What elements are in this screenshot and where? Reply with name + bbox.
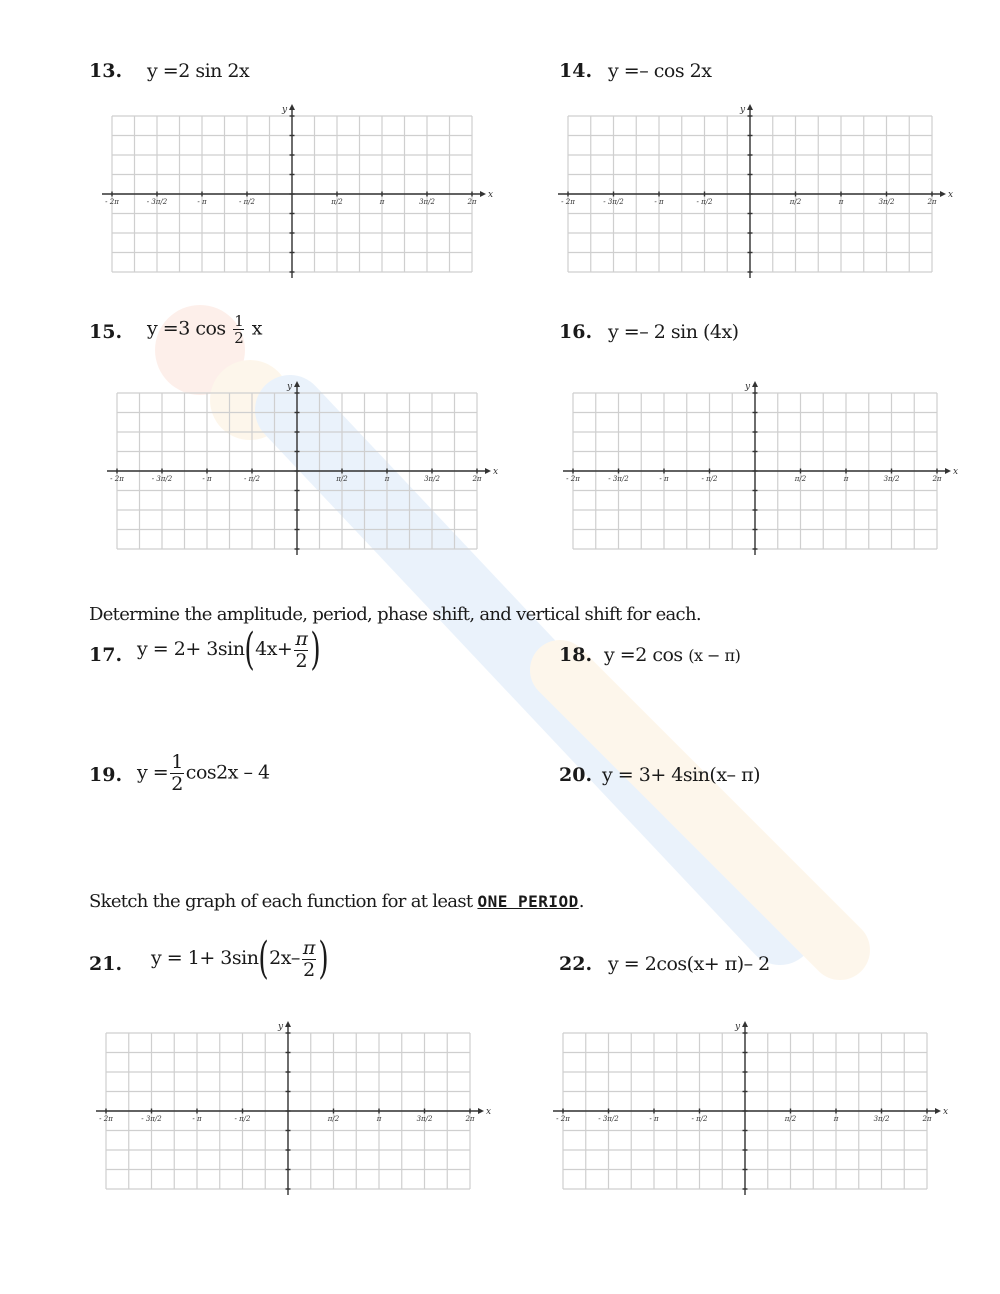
x-tick-label: - 3π/2 [151, 475, 173, 483]
x-axis-arrow [940, 191, 946, 197]
grid-problem-16[interactable] [559, 379, 963, 563]
x-axis-arrow [945, 468, 951, 474]
instruction-sketch [89, 891, 584, 912]
x-tick-label: 2π [472, 475, 482, 483]
grid-problem-15[interactable] [103, 379, 503, 563]
x-tick-label: - π [197, 198, 207, 206]
problem-15-equation [147, 313, 262, 346]
problem-14-number: 14. [559, 60, 593, 82]
frac-denominator: 2 [295, 649, 308, 672]
left-paren: ( [258, 933, 269, 984]
x-tick-label: - π/2 [243, 475, 261, 483]
y-axis-label: y [278, 1022, 284, 1032]
problem-14-equation: y =– cos 2x [608, 60, 712, 82]
x-tick-label: π [376, 1115, 382, 1123]
eq-inner: 2x– [269, 947, 300, 969]
instruction-period: . [578, 891, 584, 912]
x-tick-label: - π/2 [691, 1115, 708, 1123]
grid-problem-13[interactable] [98, 102, 498, 286]
frac-denominator: 2 [234, 329, 244, 347]
instruction-sketch-text: Sketch the graph of each function for at least [89, 891, 478, 912]
frac-numerator: 1 [171, 751, 183, 773]
problem-17-equation [137, 624, 321, 675]
eq-prefix: y = 2+ 3sin [137, 638, 245, 660]
problem-18-number: 18. [559, 644, 593, 666]
x-tick-label: - π/2 [701, 475, 718, 483]
x-tick-label: - 2π [105, 198, 119, 206]
x-tick-label: - π/2 [696, 198, 713, 206]
x-tick-label: - π/2 [238, 198, 256, 206]
x-tick-label: - π [654, 198, 664, 206]
eq-suffix: x [251, 317, 263, 340]
x-tick-label: π [833, 1115, 839, 1123]
x-tick-label: 2π [927, 198, 937, 206]
eq-suffix: cos2x – 4 [185, 761, 270, 784]
eq-prefix: y = 1+ 3sin [151, 947, 259, 969]
x-tick-label: - 3π/2 [603, 198, 624, 206]
frac-denominator: 2 [171, 773, 183, 795]
x-tick-label: - 3π/2 [608, 475, 629, 483]
x-tick-label: π [379, 198, 385, 206]
x-axis-arrow [935, 1108, 941, 1114]
problem-22-number: 22. [559, 953, 593, 975]
x-tick-label: π/2 [336, 475, 348, 483]
eq-inner: 4x+ [255, 638, 293, 660]
x-tick-label: - 2π [566, 475, 580, 483]
problem-13-number: 13. [89, 60, 123, 82]
y-axis-label: y [735, 1022, 741, 1032]
right-paren: ) [318, 933, 329, 984]
x-tick-label: π [838, 198, 844, 206]
grid-problem-14[interactable] [554, 102, 958, 286]
x-tick-label: - 3π/2 [146, 198, 168, 206]
problem-20-number: 20. [559, 764, 593, 786]
x-axis-label: x [943, 1107, 949, 1117]
x-tick-label: 3π/2 [416, 1115, 433, 1123]
x-tick-label: 2π [467, 198, 477, 206]
problem-13-equation: y =2 sin 2x [147, 60, 250, 82]
frac-numerator: π [295, 627, 308, 650]
x-tick-label: π/2 [784, 1115, 797, 1123]
x-tick-label: - π [659, 475, 669, 483]
problem-16-number: 16. [559, 321, 593, 343]
x-tick-label: 3π/2 [424, 475, 440, 483]
x-tick-label: 3π/2 [883, 475, 900, 483]
problem-16-equation: y =– 2 sin (4x) [608, 321, 739, 343]
x-tick-label: 2π [932, 475, 942, 483]
x-tick-label: π/2 [794, 475, 807, 483]
eq-prefix: y =2 cos [604, 644, 683, 666]
x-tick-label: - 2π [110, 475, 124, 483]
x-tick-label: 3π/2 [873, 1115, 890, 1123]
grid-problem-21[interactable] [92, 1019, 496, 1203]
y-axis-label: y [740, 105, 746, 115]
left-paren: ( [244, 624, 255, 675]
y-axis-arrow [294, 381, 300, 387]
problem-20-equation: y = 3+ 4sin(x– π) [602, 764, 761, 786]
x-axis-arrow [478, 1108, 484, 1114]
eq-prefix: y = [137, 761, 169, 784]
x-tick-label: 3π/2 [419, 198, 435, 206]
x-tick-label: π/2 [327, 1115, 340, 1123]
problem-21-number: 21. [89, 953, 123, 975]
instruction-emphasis: ONE PERIOD [477, 892, 579, 911]
x-axis-label: x [488, 190, 494, 200]
problem-19-equation [137, 752, 270, 795]
problem-18-equation [604, 644, 740, 666]
y-axis-label: y [745, 382, 751, 392]
y-axis-arrow [289, 104, 295, 110]
instruction-determine: Determine the amplitude, period, phase shift, and vertical shift for each. [89, 604, 701, 625]
eq-suffix: (x − π) [688, 646, 741, 665]
eq-fraction [294, 629, 308, 672]
x-axis-label: x [486, 1107, 492, 1117]
eq-fraction [170, 752, 184, 795]
y-axis-arrow [747, 104, 753, 110]
x-tick-label: π/2 [789, 198, 802, 206]
grid-problem-22[interactable] [549, 1019, 953, 1203]
x-tick-label: 2π [465, 1115, 475, 1123]
y-axis-arrow [742, 1021, 748, 1027]
x-tick-label: π/2 [331, 198, 343, 206]
x-tick-label: - π [202, 475, 212, 483]
frac-denominator: 2 [303, 958, 315, 981]
right-paren: ) [310, 624, 321, 675]
y-axis-arrow [285, 1021, 291, 1027]
x-tick-label: - π [192, 1115, 202, 1123]
x-tick-label: π [384, 475, 390, 483]
eq-fraction [233, 313, 244, 346]
x-axis-label: x [493, 467, 499, 477]
x-tick-label: 2π [922, 1115, 932, 1123]
x-tick-label: 3π/2 [878, 198, 895, 206]
y-axis-arrow [752, 381, 758, 387]
eq-fraction [302, 938, 316, 981]
problem-15-number: 15. [89, 321, 123, 343]
x-tick-label: - π/2 [234, 1115, 251, 1123]
x-tick-label: - 2π [561, 198, 575, 206]
x-tick-label: - 2π [556, 1115, 570, 1123]
x-axis-label: x [948, 190, 954, 200]
x-tick-label: π [843, 475, 849, 483]
problem-17-number: 17. [89, 644, 123, 666]
x-axis-arrow [480, 191, 486, 197]
x-tick-label: - π [649, 1115, 659, 1123]
problem-22-equation: y = 2cos(x+ π)– 2 [608, 953, 770, 975]
frac-numerator: π [302, 936, 315, 959]
problem-19-number: 19. [89, 764, 123, 786]
eq-prefix: y =3 cos [147, 317, 226, 340]
y-axis-label: y [287, 382, 293, 392]
x-tick-label: - 3π/2 [141, 1115, 162, 1123]
x-axis-arrow [485, 468, 491, 474]
y-axis-label: y [282, 105, 288, 115]
frac-numerator: 1 [234, 312, 244, 330]
x-axis-label: x [953, 467, 959, 477]
x-tick-label: - 3π/2 [598, 1115, 619, 1123]
x-tick-label: - 2π [99, 1115, 113, 1123]
problem-21-equation [151, 933, 329, 984]
